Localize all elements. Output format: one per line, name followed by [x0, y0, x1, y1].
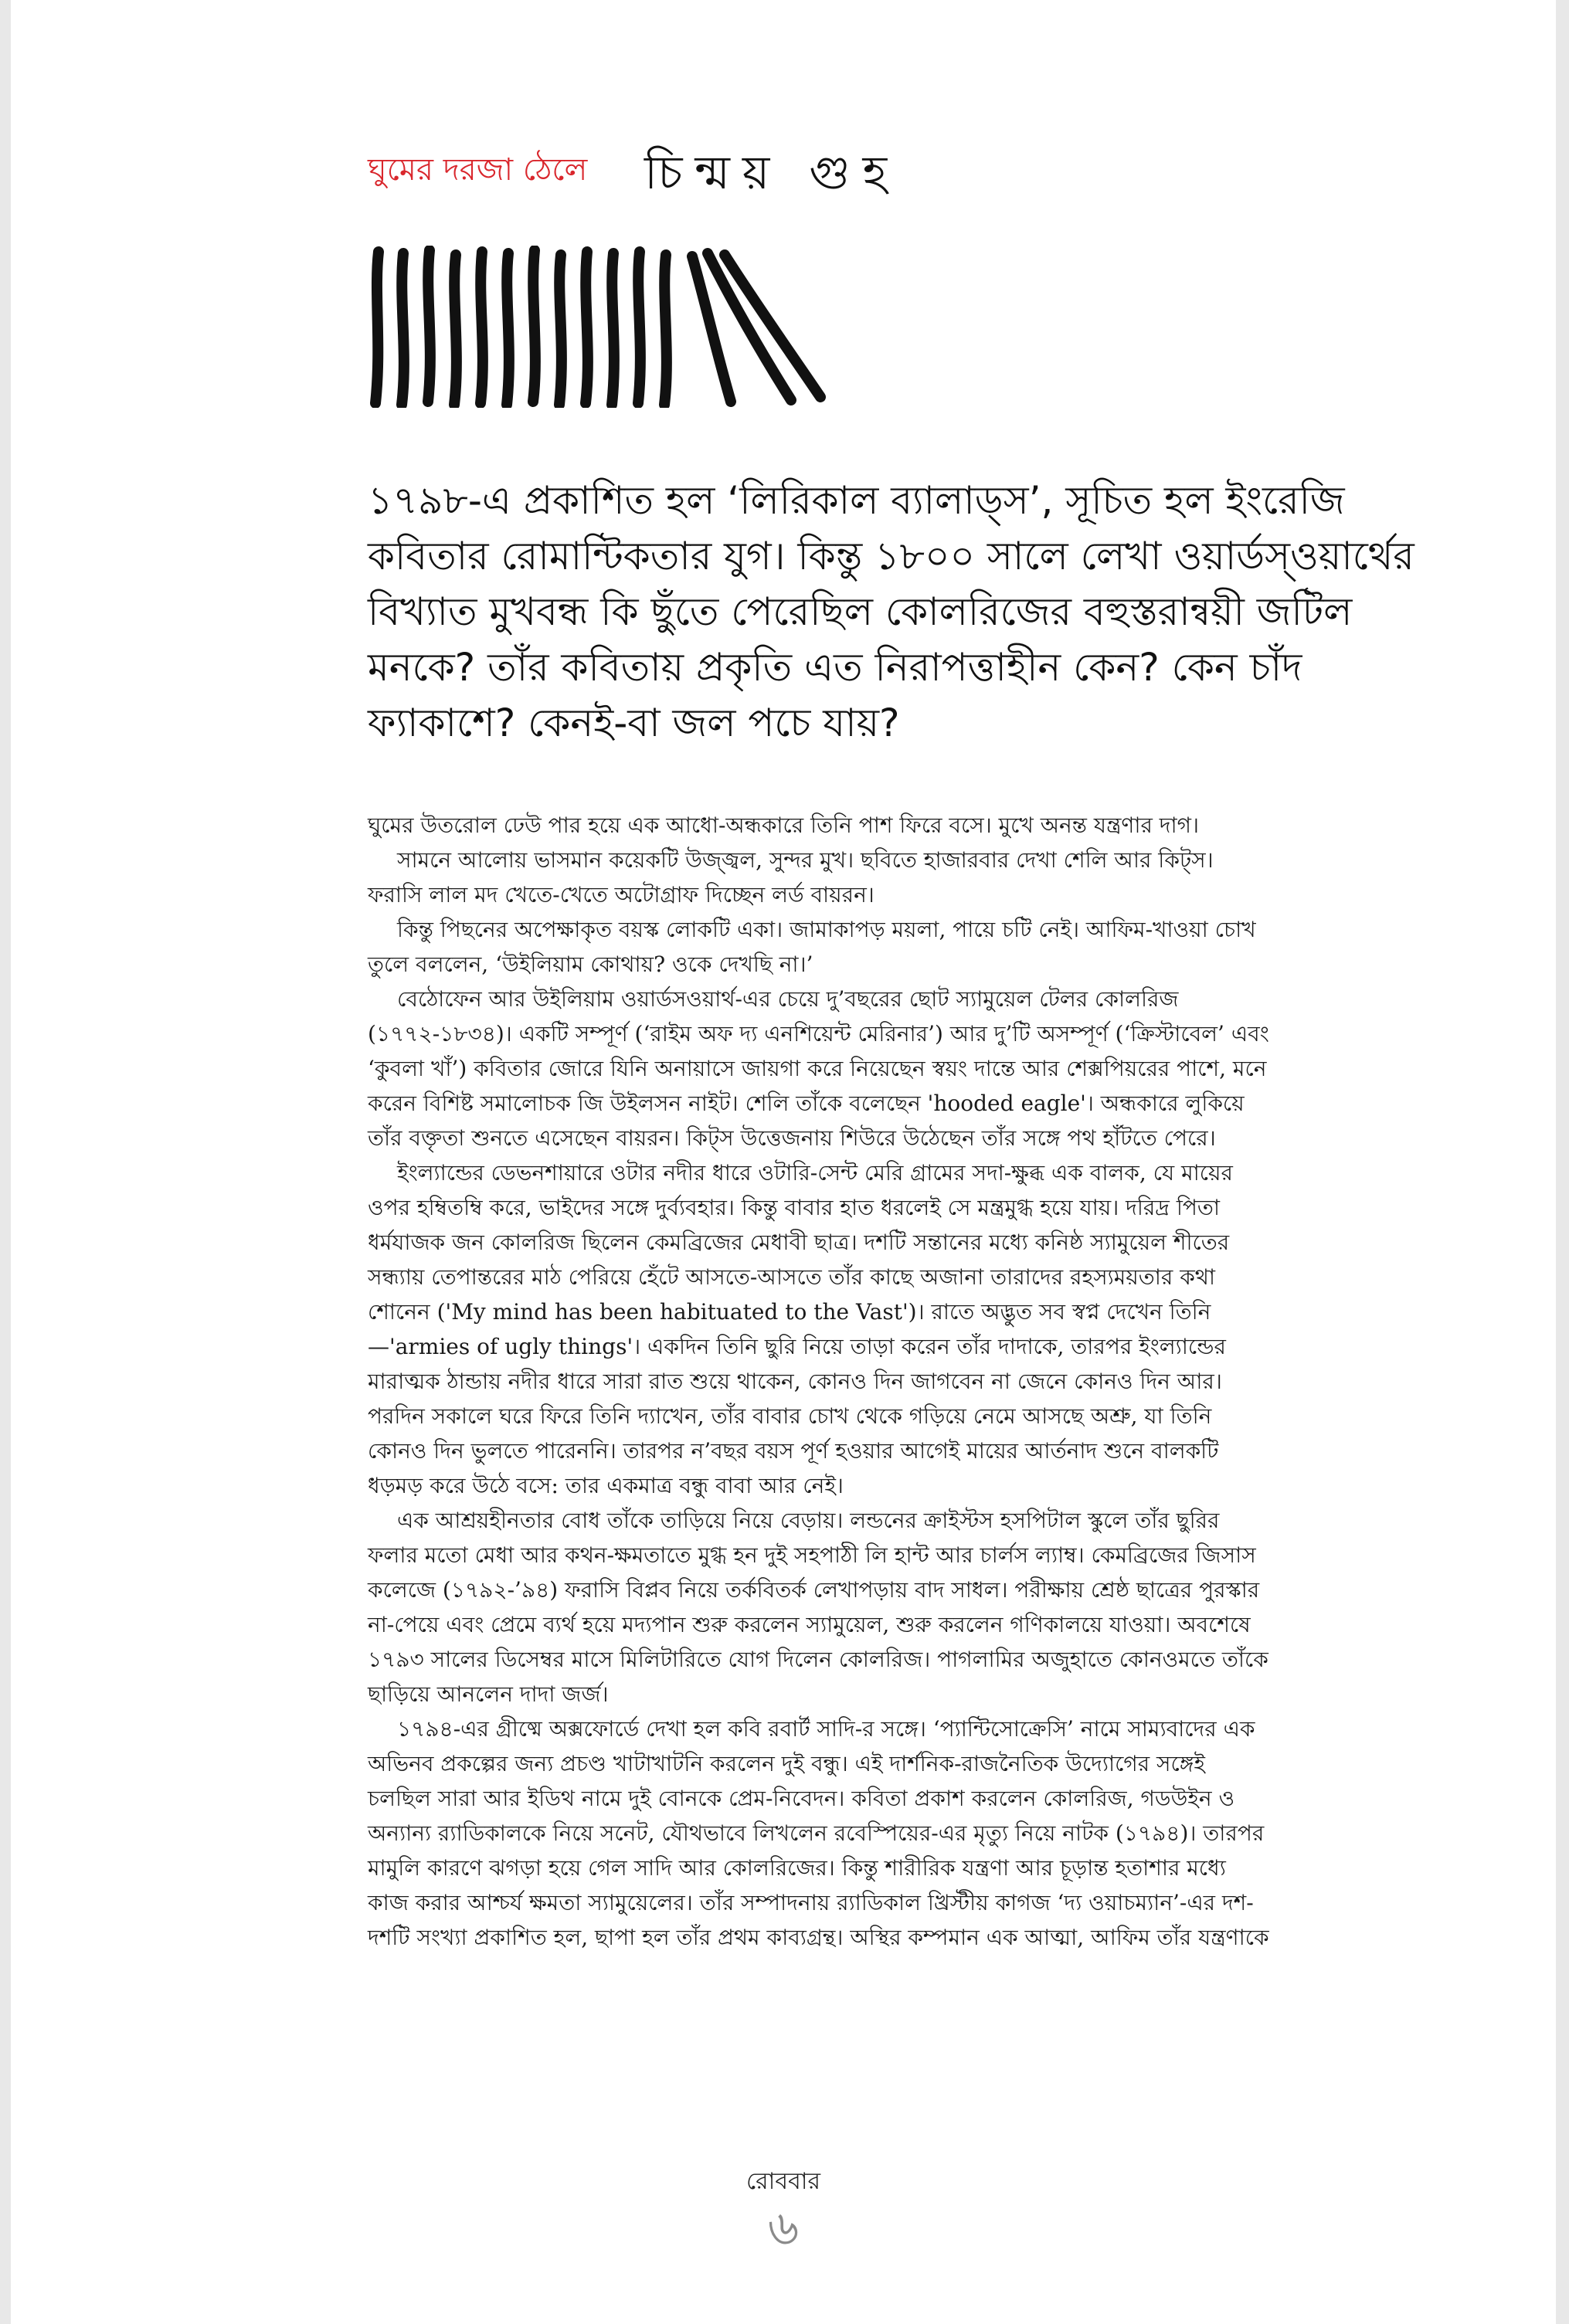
- section-kicker: ঘুমের দরজা ঠেলে: [368, 152, 588, 188]
- paragraph: কিন্তু পিছনের অপেক্ষাকৃত বয়স্ক লোকটি একা। জামাকাপড় ময়লা, পায়ে চটি নেই। আফিম-খাওয়া চোখ তুলে বললেন, ‘উইলিয়াম কোথায়? ওকে দেখছি না।’: [368, 917, 1256, 977]
- paragraph: ইংল্যান্ডের ডেভনশায়ারে ওটার নদীর ধারে ওটারি-সেন্ট মেরি গ্রামের সদা-ক্ষুব্ধ এক বালক, যে মায়ের ওপর হম্বিতম্বি করে, ভাইদের সঙ্গে দুর্ব্যবহার। কিন্তু বাবার হাত ধরলেই সে মন্ত্রমুগ্ধ হয়ে যায়। দরিদ্র পিতা ধর্মযাজক জন কোলরিজ ছিলেন কেমব্রিজের মেধাবী ছাত্র। দশটি সন্তানের মধ্যে কনিষ্ঠ স্যামুয়েল শীতের সন্ধ্যায় তেপান্তরের মাঠ পেরিয়ে হেঁটে আসতে-আসতে তাঁর কাছে অজানা তারাদের রহস্যময়তার কথা শোনেন ('My mind has been habituated to the Vast')। রাতে অদ্ভুত সব স্বপ্ন দেখেন তিনি—'armies of ugly things'। একদিন তিনি ছুরি নিয়ে তাড়া করেন তাঁর দাদাকে, তারপর ইংল্যান্ডের মারাত্মক ঠান্ডায় নদীর ধারে সারা রাত শুয়ে থাকেন, কোনও দিন জাগবেন না জেনে কোনও দিন আর। পরদিন সকালে ঘরে ফিরে তিনি দ্যাখেন, তাঁর বাবার চোখ থেকে গড়িয়ে নেমে আসছে অশ্রু, যা তিনি কোনও দিন ভুলতে পারেননি। তারপর ন’বছর বয়স পূর্ণ হওয়ার আগেই মায়ের আর্তনাদ শুনে বালকটি ধড়মড় করে উঠে বসে: তার একমাত্র বন্ধু বাবা আর নেই।: [368, 1160, 1233, 1498]
- author-name: চিন্ময় গুহ: [644, 146, 900, 200]
- magazine-name: রোববার: [746, 2168, 820, 2195]
- page-number: ৬: [767, 2200, 800, 2256]
- paragraph: ঘুমের উতরোল ঢেউ পার হয়ে এক আধো-অন্ধকারে তিনি পাশ ফিরে বসে। মুখে অনন্ত যন্ত্রণার দাগ।: [368, 813, 1199, 838]
- paragraph: ১৭৯৪-এর গ্রীষ্মে অক্সফোর্ডে দেখা হল কবি রবার্ট সাদি-র সঙ্গে। ‘প্যান্টিসোক্রেসি’ নামে সাম্যবাদের এক অভিনব প্রকল্পের জন্য প্রচণ্ড খাটাখাটনি করলেন দুই বন্ধু। এই দার্শনিক-রাজনৈতিক উদ্যোগের সঙ্গেই চলছিল সারা আর ইডিথ নামে দুই বোনকে প্রেম-নিবেদন। কবিতা প্রকাশ করলেন কোলরিজ, গডউইন ও অন্যান্য র‍্যাডিকালকে নিয়ে সনেট, যৌথভাবে লিখলেন রবেস্পিয়ের-এর মৃত্যু নিয়ে নাটক (১৭৯৪)। তারপর মামুলি কারণে ঝগড়া হয়ে গেল সাদি আর কোলরিজের। কিন্তু শারীরিক যন্ত্রণা আর চূড়ান্ত হতাশার মধ্যে কাজ করার আশ্চর্য ক্ষমতা স্যামুয়েলের। তাঁর সম্পাদনায় র‍্যাডিকাল খ্রিস্টীয় কাগজ ‘দ্য ওয়াচম্যান’-এর দশ-দশটি সংখ্যা প্রকাশিত হল, ছাপা হল তাঁর প্রথম কাব্যগ্রন্থ। অস্থির কম্পমান এক আত্মা, আফিম তাঁর যন্ত্রণাকে: [368, 1716, 1269, 1950]
- paragraph: বেঠোফেন আর উইলিয়াম ওয়ার্ডসওয়ার্থ-এর চেয়ে দু’বছরের ছোট স্যামুয়েল টেলর কোলরিজ (১৭৭২-১৮৩৪)। একটি সম্পূর্ণ (‘রাইম অফ দ্য এনশিয়েন্ট মেরিনার’) আর দু’টি অসম্পূর্ণ (‘ক্রিস্টাবেল’ এবং ‘কুবলা খাঁ’) কবিতার জোরে যিনি অনায়াসে জায়গা করে নিয়েছেন স্বয়ং দান্তে আর শেক্সপিয়রের পাশে, মনে করেন বিশিষ্ট সমালোচক জি উইলসন নাইট। শেলি তাঁকে বলেছেন 'hooded eagle'। অন্ধকারে লুকিয়ে তাঁর বক্তৃতা শুনতে এসেছেন বায়রন। কিট্‌স উত্তেজনায় শিউরে উঠেছেন তাঁর সঙ্গে পথ হাঁটতে পেরে।: [368, 986, 1269, 1151]
- paragraph: সামনে আলোয় ভাসমান কয়েকটি উজ্জ্বল, সুন্দর মুখ। ছবিতে হাজারবার দেখা শেলি আর কিট্‌স। ফরাসি লাল মদ খেতে-খেতে অটোগ্রাফ দিচ্ছেন লর্ড বায়রন।: [368, 847, 1214, 908]
- article-body: [368, 808, 1272, 1955]
- standfirst: ১৭৯৮-এ প্রকাশিত হল ‘লিরিকাল ব্যালাড্‌স’, সূচিত হল ইংরেজি কবিতার রোমান্টিকতার যুগ। কিন্তু ১৮০০ সালে লেখা ওয়ার্ডস্‌ওয়ার্থের বিখ্যাত মুখবন্ধ কি ছুঁতে পেরেছিল কোলরিজের বহুস্তরান্বয়ী জটিল মনকে? তাঁর কবিতায় প্রকৃতি এত নিরাপত্তাহীন কেন? কেন চাঁদ ফ্যাকাশে? কেনই-বা জল পচে যায়?: [368, 478, 1414, 745]
- paragraph: এক আশ্রয়হীনতার বোধ তাঁকে তাড়িয়ে নিয়ে বেড়ায়। লন্ডনের ক্রাইস্টস হসপিটাল স্কুলে তাঁর ছুরির ফলার মতো মেধা আর কথন-ক্ষমতাতে মুগ্ধ হন দুই সহপাঠী লি হান্ট আর চার্লস ল্যাম্ব। কেমব্রিজের জিসাস কলেজে (১৭৯২-’৯৪) ফরাসি বিপ্লব নিয়ে তর্কবিতর্ক লেখাপড়ায় বাদ সাধল। পরীক্ষায় শ্রেষ্ঠ ছাত্রের পুরস্কার না-পেয়ে এবং প্রেমে ব্যর্থ হয়ে মদ্যপান শুরু করলেন স্যামুয়েল, শুরু করলেন গণিকালয়ে যাওয়া। অবশেষে ১৭৯৩ সালের ডিসেম্বর মাসে মিলিটারিতে যোগ দিলেন কোলরিজ। পাগলামির অজুহাতে কোনওমতে তাঁকে ছাড়িয়ে আনলেন দাদা জর্জ।: [368, 1508, 1268, 1707]
- magazine-page: [11, 0, 1556, 2324]
- brush-stroke-artwork: [368, 246, 831, 408]
